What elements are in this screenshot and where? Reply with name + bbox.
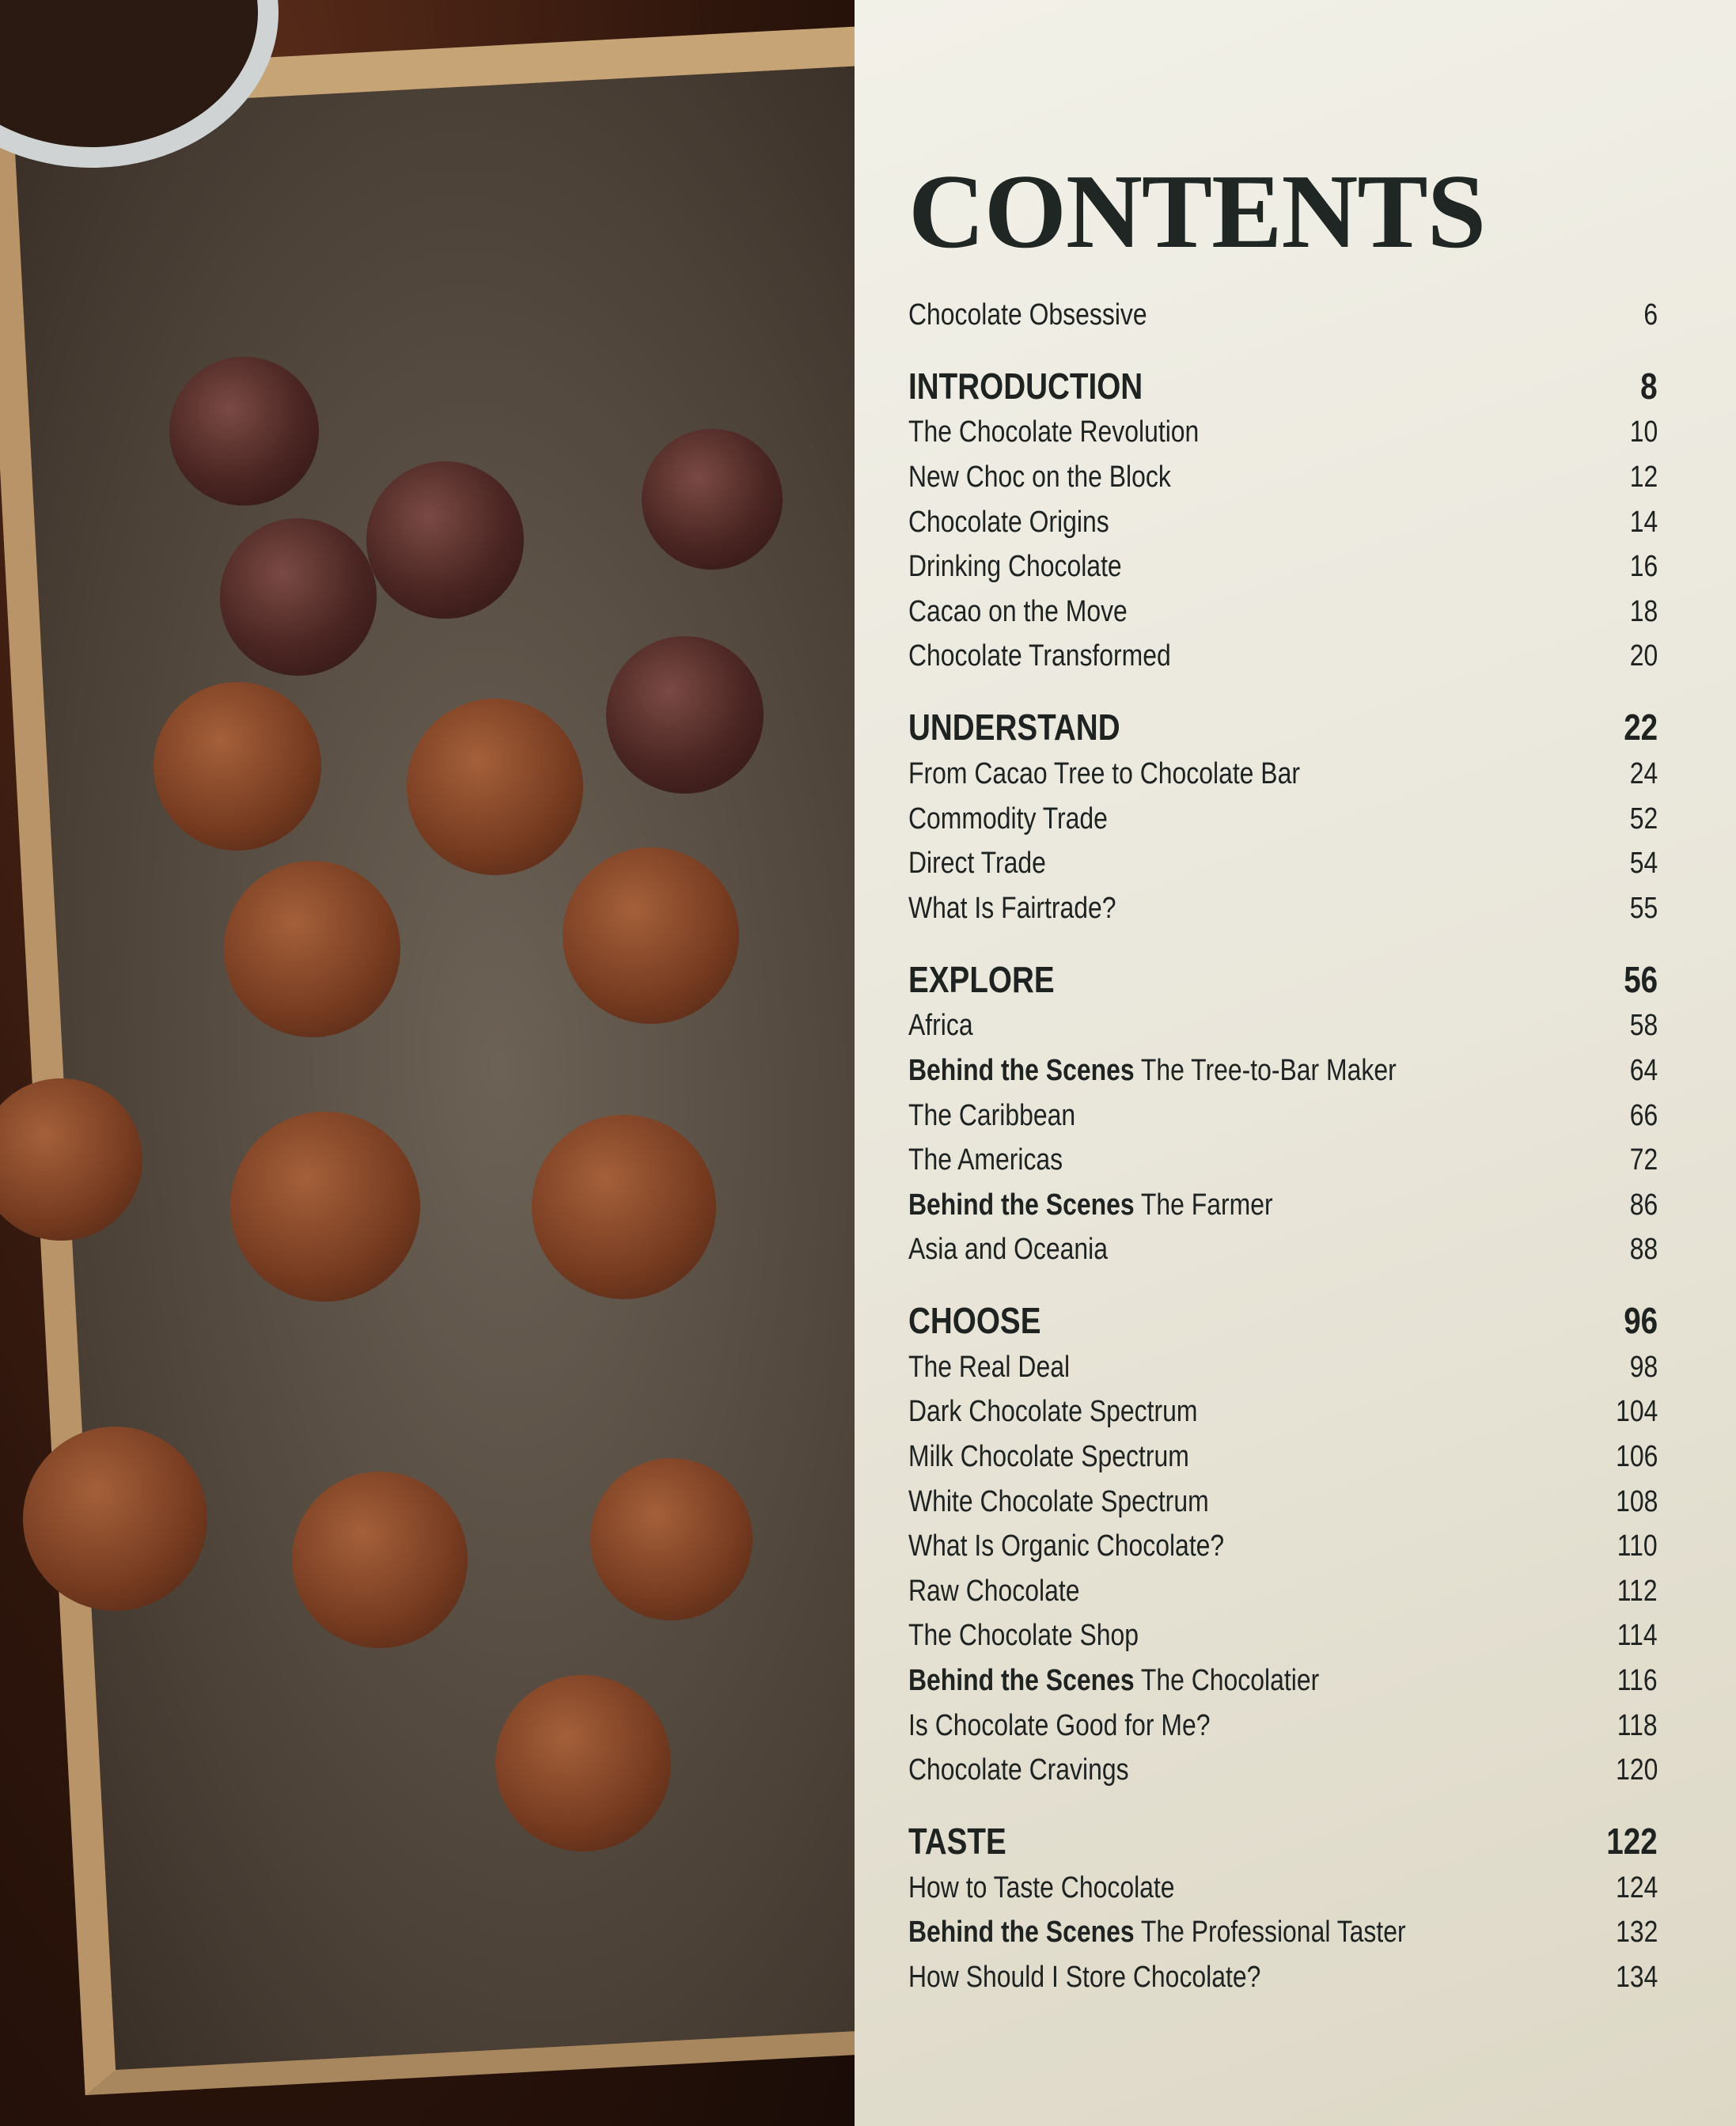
- cocoa-truffle: [292, 1472, 468, 1648]
- chocolate-ball: [169, 357, 319, 506]
- entry-title: [908, 1961, 1260, 1995]
- toc-section: [908, 1817, 1658, 2000]
- entry-page: 98: [1629, 1350, 1658, 1384]
- entry-title: [908, 1099, 1075, 1133]
- cocoa-truffle: [495, 1675, 672, 1851]
- entry-prefix: Behind the Scenes: [908, 1188, 1135, 1222]
- section-title: INTRODUCTION: [908, 365, 1143, 407]
- section-heading[interactable]: [908, 703, 1658, 752]
- section-title: EXPLORE: [908, 958, 1055, 1000]
- toc-entry[interactable]: [908, 1480, 1658, 1525]
- entry-page: 18: [1629, 594, 1658, 628]
- section-heading[interactable]: [908, 1296, 1658, 1345]
- toc-intro-entry: [908, 293, 1658, 338]
- entry-page: 108: [1615, 1484, 1658, 1518]
- section-page: 122: [1606, 1821, 1658, 1863]
- section-page: 8: [1640, 365, 1658, 407]
- entry-page: 52: [1629, 802, 1658, 836]
- entry-title: [908, 1143, 1063, 1177]
- entry-page: 14: [1629, 505, 1658, 539]
- toc-entry[interactable]: [908, 500, 1658, 545]
- entry-page: 64: [1629, 1053, 1658, 1087]
- toc-entry[interactable]: [908, 1748, 1658, 1793]
- page-title: CONTENTS: [908, 153, 1486, 270]
- toc-entry[interactable]: [908, 544, 1658, 589]
- toc-entry[interactable]: [908, 293, 1658, 338]
- toc-entry[interactable]: [908, 1658, 1658, 1703]
- entry-title-text: Chocolate Cravings: [908, 1753, 1129, 1787]
- entry-title-text: Chocolate Transformed: [908, 639, 1171, 673]
- toc-section: [908, 362, 1658, 680]
- entry-title: [908, 1395, 1197, 1429]
- entry-page: 118: [1617, 1708, 1658, 1742]
- toc-entry[interactable]: [908, 1569, 1658, 1614]
- entry-title: [908, 1619, 1139, 1653]
- entry-title-text: How to Taste Chocolate: [908, 1870, 1175, 1904]
- entry-title: [908, 1709, 1210, 1743]
- entry-title: [908, 1233, 1108, 1267]
- entry-title-text: Commodity Trade: [908, 802, 1108, 836]
- entry-title-text: The Tree-to-Bar Maker: [1140, 1053, 1397, 1087]
- entry-page: 88: [1629, 1233, 1658, 1267]
- entry-title: [908, 802, 1108, 836]
- toc-entry[interactable]: [908, 886, 1658, 931]
- entry-title: [908, 1753, 1129, 1787]
- section-heading[interactable]: [908, 362, 1658, 411]
- section-title: TASTE: [908, 1821, 1006, 1863]
- entry-page: 132: [1615, 1916, 1658, 1950]
- entry-title: [908, 639, 1171, 673]
- entry-page: 16: [1629, 550, 1658, 584]
- entry-page: 6: [1643, 297, 1658, 332]
- entry-title-text: Chocolate Origins: [908, 505, 1109, 539]
- entry-page: 72: [1629, 1143, 1658, 1177]
- toc-section: [908, 1296, 1658, 1793]
- entry-title-text: Cacao on the Move: [908, 594, 1128, 628]
- toc-entry[interactable]: [908, 1703, 1658, 1749]
- entry-title-text: How Should I Store Chocolate?: [908, 1961, 1261, 1995]
- truffles-photo: [0, 0, 855, 2126]
- entry-prefix: Behind the Scenes: [908, 1916, 1135, 1950]
- entry-page: 120: [1615, 1753, 1658, 1787]
- entry-title-text: Asia and Oceania: [908, 1233, 1108, 1267]
- entry-title-text: Africa: [908, 1009, 973, 1043]
- toc-entry[interactable]: [908, 455, 1658, 500]
- entry-title: [908, 1009, 973, 1043]
- cocoa-truffle: [224, 861, 400, 1037]
- entry-page: 12: [1629, 460, 1658, 494]
- section-title: UNDERSTAND: [908, 707, 1120, 748]
- entry-title: [908, 1871, 1175, 1905]
- entry-page: 24: [1629, 756, 1658, 790]
- section-page: 56: [1624, 958, 1658, 1000]
- toc-entry[interactable]: [908, 635, 1658, 680]
- entry-title: [908, 1575, 1079, 1609]
- entry-title: [908, 595, 1128, 629]
- entry-title-text: The Professional Taster: [1140, 1916, 1406, 1950]
- entry-title-text: What Is Organic Chocolate?: [908, 1529, 1225, 1563]
- entry-title: [908, 1440, 1189, 1474]
- entry-page: 116: [1617, 1664, 1658, 1698]
- entry-page: 86: [1629, 1188, 1658, 1222]
- entry-title: [908, 847, 1046, 881]
- entry-title-text: The Caribbean: [908, 1098, 1076, 1132]
- entry-title-text: The Chocolatier: [1140, 1664, 1320, 1698]
- cocoa-truffle: [154, 682, 322, 851]
- toc-entry[interactable]: [908, 1955, 1658, 2000]
- entry-page: 106: [1615, 1440, 1658, 1474]
- entry-title-text: Dark Chocolate Spectrum: [908, 1395, 1198, 1429]
- chocolate-ball: [642, 429, 783, 570]
- cocoa-truffle: [590, 1458, 753, 1621]
- entry-title-text: The Farmer: [1140, 1188, 1273, 1222]
- section-heading[interactable]: [908, 1817, 1658, 1866]
- entry-page: 66: [1629, 1098, 1658, 1132]
- entry-title-text: The Chocolate Shop: [908, 1619, 1139, 1653]
- entry-page: 114: [1617, 1619, 1658, 1653]
- entry-title-text: Milk Chocolate Spectrum: [908, 1440, 1189, 1474]
- chocolate-ball: [220, 518, 377, 676]
- entry-title: [908, 506, 1109, 540]
- cocoa-truffle: [407, 699, 583, 875]
- entry-title: [908, 1351, 1070, 1385]
- entry-page: 134: [1615, 1961, 1658, 1995]
- entry-prefix: Behind the Scenes: [908, 1053, 1135, 1087]
- entry-title: [908, 1485, 1209, 1519]
- toc-entry[interactable]: [908, 1390, 1658, 1435]
- toc-entry[interactable]: [908, 1228, 1658, 1273]
- entry-title-text: From Cacao Tree to Chocolate Bar: [908, 756, 1300, 790]
- entry-title-text: Direct Trade: [908, 847, 1046, 881]
- entry-page: 20: [1629, 639, 1658, 673]
- toc-section: [908, 955, 1658, 1273]
- toc-entry[interactable]: [908, 1614, 1658, 1659]
- toc-entry[interactable]: [908, 1434, 1658, 1480]
- entry-title: Chocolate Obsessive: [908, 297, 1147, 332]
- entry-page: 124: [1615, 1870, 1658, 1904]
- entry-page: 104: [1615, 1395, 1658, 1429]
- cocoa-truffle: [563, 847, 739, 1024]
- entry-title-text: The Chocolate Revolution: [908, 415, 1200, 449]
- section-page: 22: [1624, 707, 1658, 748]
- entry-page: 112: [1617, 1574, 1658, 1608]
- toc-entry[interactable]: [908, 1048, 1658, 1093]
- entry-page: 58: [1629, 1009, 1658, 1043]
- entry-page: 110: [1617, 1529, 1658, 1563]
- toc-entry[interactable]: [908, 411, 1658, 456]
- entry-title-text: The Americas: [908, 1143, 1063, 1177]
- section-page: 96: [1624, 1300, 1658, 1342]
- entry-title: [908, 1188, 1273, 1222]
- entry-title: [908, 550, 1122, 584]
- toc-entry[interactable]: [908, 589, 1658, 635]
- toc-section: [908, 703, 1658, 930]
- parchment-paper: [0, 25, 855, 2095]
- entry-page: 10: [1629, 415, 1658, 449]
- entry-title-text: White Chocolate Spectrum: [908, 1484, 1209, 1518]
- entry-page: 54: [1629, 847, 1658, 881]
- entry-title: [908, 757, 1300, 791]
- entry-title: [908, 415, 1199, 449]
- toc-entry[interactable]: [908, 752, 1658, 797]
- entry-title: [908, 1054, 1397, 1088]
- entry-page: 55: [1629, 891, 1658, 925]
- cocoa-truffle: [230, 1112, 420, 1302]
- cocoa-truffle: [23, 1427, 207, 1611]
- entry-title: [908, 1916, 1406, 1950]
- toc-entry[interactable]: [908, 1093, 1658, 1139]
- toc-entry[interactable]: [908, 797, 1658, 842]
- entry-title: [908, 460, 1171, 495]
- toc-entry[interactable]: [908, 1138, 1658, 1183]
- chocolate-ball: [606, 636, 764, 794]
- entry-title-text: New Choc on the Block: [908, 460, 1171, 494]
- entry-title: [908, 1529, 1224, 1563]
- toc-entry[interactable]: [908, 1004, 1658, 1049]
- entry-title: [908, 892, 1116, 926]
- chocolate-ball: [366, 461, 524, 619]
- toc-entry[interactable]: [908, 1345, 1658, 1390]
- section-title: CHOOSE: [908, 1300, 1041, 1342]
- entry-prefix: Behind the Scenes: [908, 1664, 1135, 1698]
- toc-entry[interactable]: [908, 1524, 1658, 1569]
- entry-title: [908, 1664, 1319, 1698]
- entry-title-text: What Is Fairtrade?: [908, 891, 1116, 925]
- section-heading[interactable]: [908, 955, 1658, 1004]
- entry-title-text: Raw Chocolate: [908, 1574, 1080, 1608]
- toc-entry[interactable]: [908, 1911, 1658, 1956]
- table-of-contents: [908, 293, 1658, 2000]
- entry-title-text: The Real Deal: [908, 1350, 1071, 1384]
- entry-title-text: Is Chocolate Good for Me?: [908, 1708, 1211, 1742]
- toc-entry[interactable]: [908, 1183, 1658, 1228]
- toc-entry[interactable]: [908, 1866, 1658, 1911]
- entry-title-text: Drinking Chocolate: [908, 550, 1122, 584]
- cocoa-truffle: [532, 1115, 716, 1299]
- toc-entry[interactable]: [908, 841, 1658, 886]
